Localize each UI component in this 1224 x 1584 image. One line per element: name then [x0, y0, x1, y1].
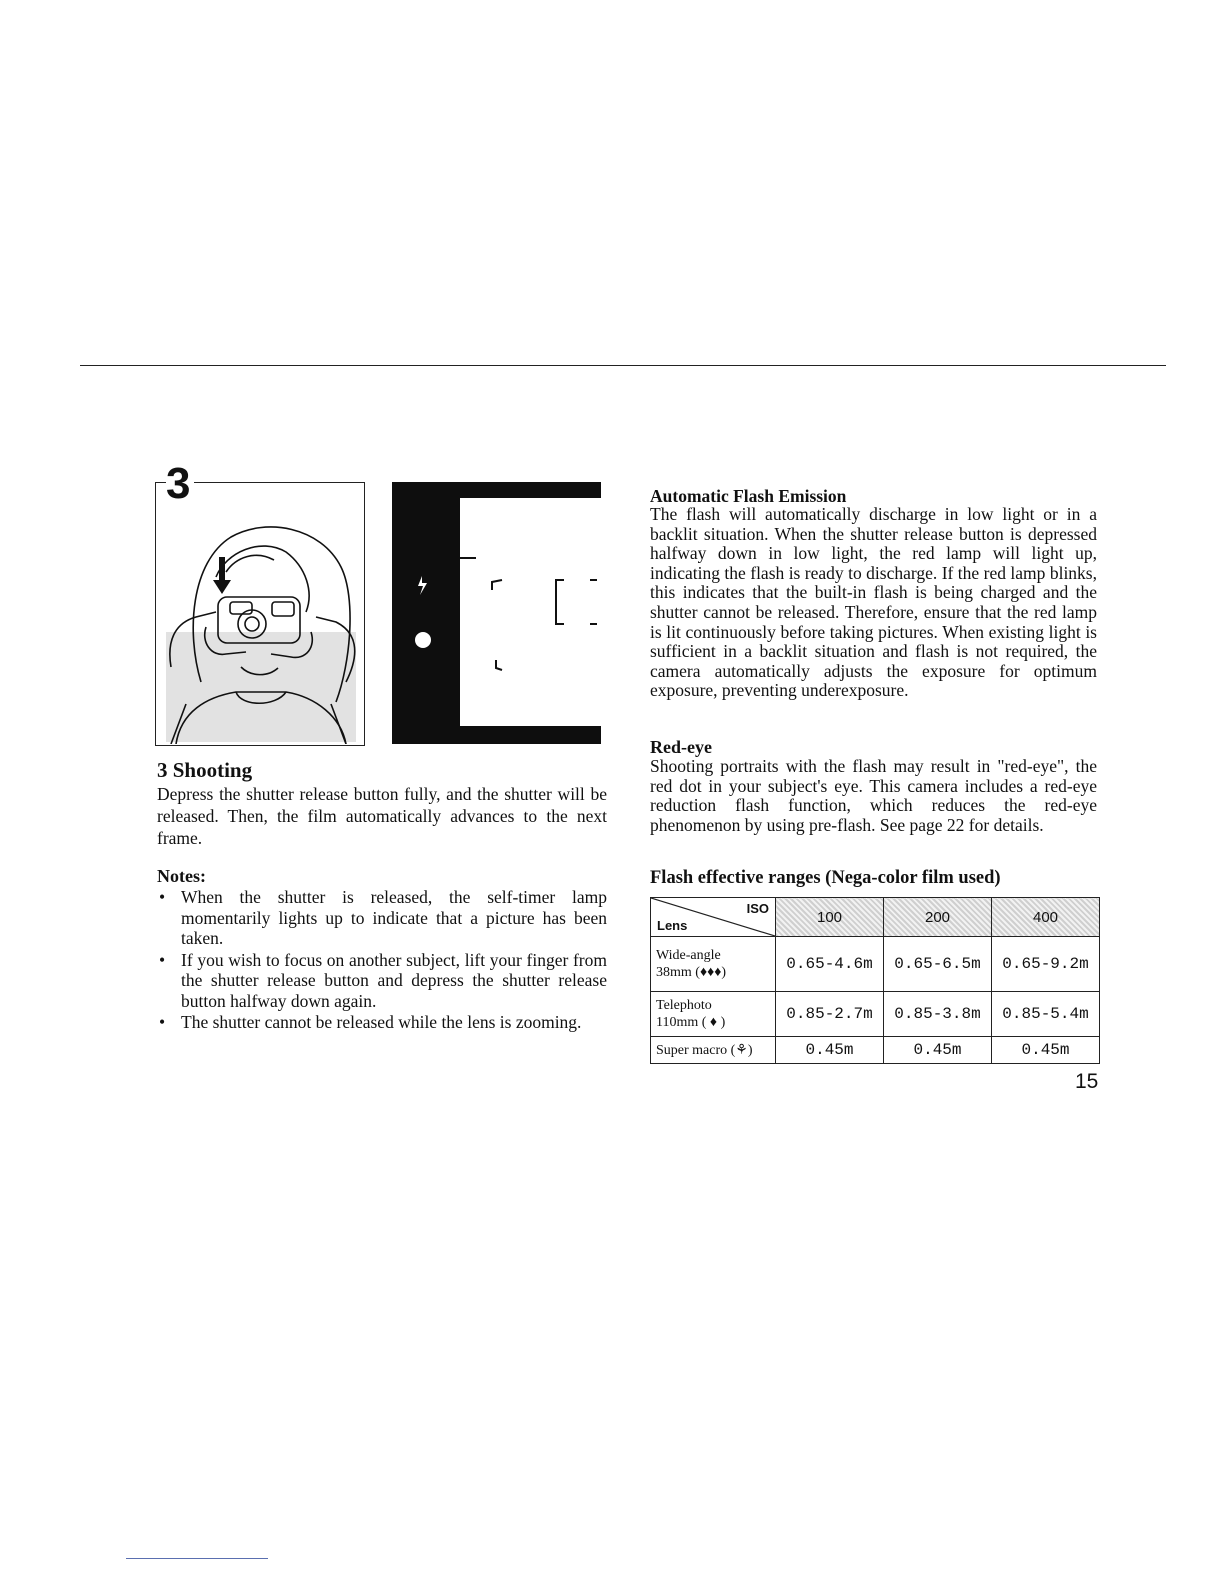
- lens-name: Telephoto: [656, 998, 712, 1013]
- notes-list: [157, 887, 607, 1034]
- lens-cell: [651, 1037, 776, 1064]
- shooting-paragraph: Depress the shutter release button fully, and the shutter will be released. Then, the film automatically advances to the next frame.: [157, 784, 607, 848]
- shooting-heading: 3 Shooting: [157, 758, 253, 782]
- range-cell: 0.85-5.4m: [992, 992, 1100, 1037]
- range-cell: 0.65-4.6m: [776, 937, 884, 992]
- flash-table-heading: Flash effective ranges (Nega-color film used): [650, 868, 1001, 888]
- iso-header: 100: [776, 898, 884, 937]
- lens-name: Super macro (⚘): [656, 1042, 753, 1058]
- note-item: • When the shutter is released, the self-timer lamp momentarily lights up to indicate that a picture has been taken.: [157, 887, 607, 949]
- camera-shooting-illustration: [155, 482, 365, 746]
- flash-ranges-table: [650, 897, 1100, 1064]
- iso-header: 400: [992, 898, 1100, 937]
- range-cell: 0.85-2.7m: [776, 992, 884, 1037]
- table-row: [651, 992, 1100, 1037]
- lens-name: Wide-angle: [656, 948, 721, 963]
- table-row: [651, 937, 1100, 992]
- table-header-row: [651, 898, 1100, 937]
- lens-cell: [651, 992, 776, 1037]
- iso-header: 200: [884, 898, 992, 937]
- lens-focal: 110mm ( ♦ ): [656, 1015, 726, 1030]
- lens-focal: 38mm (♦♦♦): [656, 965, 727, 980]
- note-item: • If you wish to focus on another subject, lift your finger from the shutter release button and depress the shutter release button halfway down again.: [157, 950, 607, 1012]
- flash-icon: [418, 576, 427, 595]
- note-item: • The shutter cannot be released while the lens is zooming.: [157, 1012, 607, 1033]
- step-number: 3: [166, 462, 194, 506]
- auto-flash-paragraph: The flash will automatically discharge in low light or in a backlit situation. When the shutter release button is depressed halfway down in low light, the red lamp will light up, indicating the flash is ready to discharge. If the red lamp blinks, this indicates that the built-in flash is being charged and the shutter cannot be released. Therefore, ensure that the red lamp is lit continuously before taking pictures. When existing light is sufficient in a backlit situation and flash is not required, the camera automatically adjusts the exposure for optimum exposure, preventing underexposure.: [650, 504, 1097, 701]
- auto-flash-heading: Automatic Flash Emission: [650, 486, 847, 506]
- iso-label: ISO: [746, 901, 769, 916]
- range-cell: 0.45m: [884, 1037, 992, 1064]
- range-cell: 0.45m: [776, 1037, 884, 1064]
- notes-heading: Notes:: [157, 866, 206, 886]
- lens-cell: [651, 937, 776, 992]
- range-cell: 0.85-3.8m: [884, 992, 992, 1037]
- focus-lamp-icon: [415, 632, 431, 648]
- page-number: 15: [1075, 1070, 1099, 1093]
- bottom-rule: [126, 1558, 268, 1559]
- table-row: [651, 1037, 1100, 1064]
- table-corner-cell: [651, 898, 776, 937]
- lens-label: Lens: [657, 918, 688, 933]
- range-cell: 0.65-6.5m: [884, 937, 992, 992]
- range-cell: 0.65-9.2m: [992, 937, 1100, 992]
- range-cell: 0.45m: [992, 1037, 1100, 1064]
- top-rule: [80, 365, 1166, 366]
- red-eye-heading: Red-eye: [650, 737, 712, 757]
- red-eye-paragraph: Shooting portraits with the flash may result in "red-eye", the red dot in your subject's eye. This camera includes a red-eye reduction flash function, which reduces the red-eye phenomenon by using pre-flash. See page 22 for details.: [650, 756, 1097, 835]
- viewfinder-diagram: [392, 482, 601, 744]
